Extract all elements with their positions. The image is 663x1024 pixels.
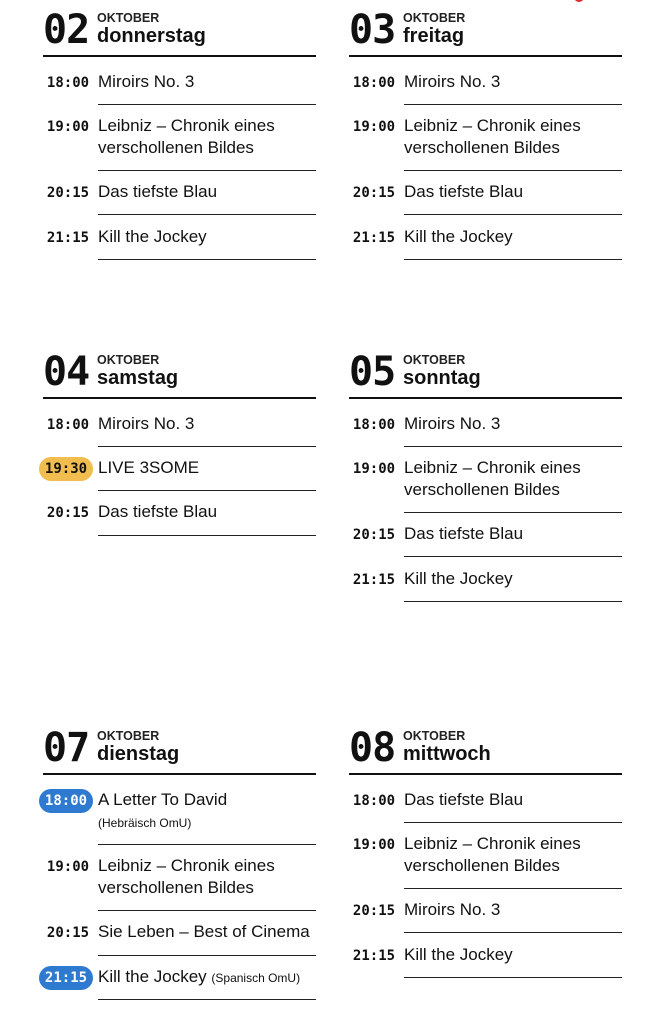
show-language-note: (Spanisch OmU) [211,971,301,985]
show-title-link[interactable] [98,789,316,832]
row-divider [404,932,622,933]
show-title-link[interactable]: Leibniz – Chronik eines verschollenen Bildes [404,116,581,157]
day-number: 02 [43,7,90,53]
show-time: 21:15 [352,230,396,246]
row-divider [404,601,622,602]
day-header [349,342,622,395]
show-title-link[interactable]: Das tiefste Blau [98,182,218,201]
show-time: 19:00 [352,837,396,853]
day-block-04 [43,342,316,521]
day-number: 03 [349,7,396,53]
show-time: 19:00 [352,461,396,477]
day-header-divider [349,55,622,57]
show-time: 20:15 [46,505,90,521]
show-title-link[interactable]: Das tiefste Blau [404,182,524,201]
day-month: OKTOBER [97,353,160,367]
row-divider [98,214,316,215]
day-header-divider [349,773,622,775]
day-block-08 [349,718,622,964]
day-month: OKTOBER [97,729,160,743]
show-title-link[interactable]: Miroirs No. 3 [98,414,195,433]
show-time: 18:00 [352,75,396,91]
row-divider [404,214,622,215]
show-title-link[interactable]: Sie Leben – Best of Cinema [98,922,310,941]
row-divider [98,999,316,1000]
show-time: 20:15 [352,185,396,201]
day-weekday: freitag [403,25,465,47]
row-divider [98,446,316,447]
day-header [43,342,316,395]
row-divider [404,822,622,823]
day-block-07 [43,718,316,986]
row-divider [98,104,316,105]
day-block-05 [349,342,622,588]
show-time: 21:15 [352,572,396,588]
show-time: 20:15 [352,903,396,919]
show-time: 21:15 [352,948,396,964]
show-title-link[interactable]: Das tiefste Blau [404,524,524,543]
row-divider [404,556,622,557]
show-title-link[interactable]: Kill the Jockey [404,945,513,964]
show-title-link[interactable]: Miroirs No. 3 [404,414,501,433]
show-time: 18:00 [352,793,396,809]
day-month: OKTOBER [97,11,160,25]
show-language-note: (Hebräisch OmU) [98,816,192,830]
show-title-link[interactable]: Kill the Jockey [404,227,513,246]
show-title-link[interactable]: Kill the Jockey [98,227,207,246]
day-weekday: mittwoch [403,743,491,765]
row-divider [98,844,316,845]
day-header-divider [349,397,622,399]
row-divider [98,955,316,956]
day-header [43,718,316,771]
row-divider [404,888,622,889]
show-title-link[interactable]: LIVE 3SOME [98,458,200,477]
day-month: OKTOBER [403,729,466,743]
show-time: 21:15 [46,230,90,246]
show-title-link[interactable]: Miroirs No. 3 [404,900,501,919]
day-weekday: dienstag [97,743,180,765]
row-divider [98,259,316,260]
show-time: 19:00 [46,119,90,135]
row-divider [98,490,316,491]
day-header-divider [43,773,316,775]
show-time: 20:15 [46,925,90,941]
day-weekday: sonntag [403,367,481,389]
show-time-badge: 18:00 [39,789,93,813]
row-divider [98,535,316,536]
show-title-link[interactable]: Das tiefste Blau [98,502,218,521]
show-title-link[interactable]: Leibniz – Chronik eines verschollenen Bildes [98,116,275,157]
show-title-link[interactable] [98,966,316,989]
row-divider [404,977,622,978]
day-month: OKTOBER [403,353,466,367]
show-title-link[interactable]: Miroirs No. 3 [98,72,195,91]
show-title-link[interactable]: Leibniz – Chronik eines verschollenen Bildes [98,856,275,897]
row-divider [404,259,622,260]
day-weekday: samstag [97,367,179,389]
day-header [349,0,622,53]
show-time: 18:00 [46,75,90,91]
show-title-link[interactable]: Kill the Jockey [404,569,513,588]
day-month: OKTOBER [403,11,466,25]
day-weekday: donnerstag [97,25,206,47]
day-block-02 [43,0,316,246]
show-time: 19:00 [46,859,90,875]
show-time: 20:15 [46,185,90,201]
show-title-link[interactable]: Leibniz – Chronik eines verschollenen Bildes [404,458,581,499]
day-number: 08 [349,725,396,771]
day-block-03 [349,0,622,246]
show-time: 20:15 [352,527,396,543]
show-title-link[interactable]: Miroirs No. 3 [404,72,501,91]
day-header-divider [43,397,316,399]
day-number: 04 [43,349,90,395]
row-divider [404,446,622,447]
day-header [43,0,316,53]
day-header-divider [43,55,316,57]
show-title-text: Kill the Jockey [98,967,207,986]
show-title-text: A Letter To David [98,790,228,809]
row-divider [404,104,622,105]
row-divider [98,910,316,911]
show-time: 18:00 [352,417,396,433]
day-number: 07 [43,725,90,771]
row-divider [404,512,622,513]
show-title-link[interactable]: Leibniz – Chronik eines verschollenen Bildes [404,834,581,875]
day-header [349,718,622,771]
day-number: 05 [349,349,396,395]
show-title-link[interactable]: Das tiefste Blau [404,790,524,809]
show-time: 19:00 [352,119,396,135]
row-divider [98,170,316,171]
show-time: 18:00 [46,417,90,433]
show-time-badge: 19:30 [39,457,93,481]
row-divider [404,170,622,171]
show-time-badge: 21:15 [39,966,93,990]
